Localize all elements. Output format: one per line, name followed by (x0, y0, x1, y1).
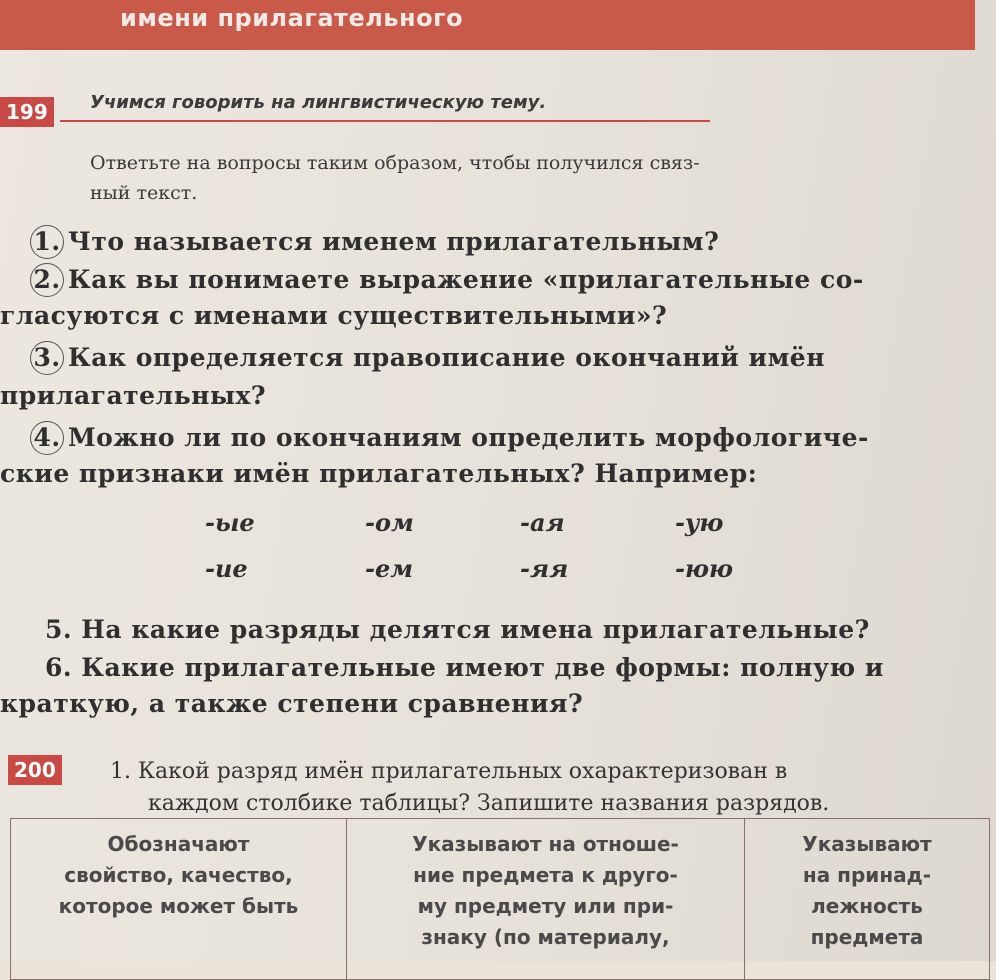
question-5: 5. На какие разряды делятся имена прилагательные? (45, 615, 870, 644)
cell-line: Указывают на отноше- (412, 832, 679, 856)
ending: -ая (520, 508, 565, 537)
question-4 (30, 420, 869, 456)
circled-number: 4. (30, 421, 64, 455)
exercise-title: Учимся говорить на лингвистическую тему. (90, 92, 547, 113)
table-cell-relative (346, 819, 744, 979)
table-cell-possessive (744, 819, 989, 979)
circled-number: 3. (30, 341, 64, 375)
task-line: каждом столбике таблицы? Запишите названия разрядов. (148, 791, 830, 816)
task-line: 1. Какой разряд имён прилагательных охарактеризован в (110, 759, 788, 784)
question-6-cont: краткую, а также степени сравнения? (0, 689, 584, 718)
question-text: Что называется именем прилагательным? (68, 227, 720, 256)
table-cell-quality (11, 819, 346, 979)
question-6: 6. Какие прилагательные имеют две формы: полную и (45, 653, 884, 682)
question-3-cont: прилагательных? (0, 381, 267, 410)
question-1 (30, 224, 719, 260)
ending: -яя (520, 554, 569, 583)
exercise-instruction (90, 148, 980, 208)
cell-line: лежность (811, 894, 923, 918)
ending: -ые (205, 508, 255, 537)
cell-line: ние предмета к друго- (413, 863, 678, 887)
cell-line: которое может быть (58, 894, 299, 918)
question-text: Как вы понимаете выражение «прилагательные со- (68, 265, 864, 294)
question-4-cont: ские признаки имён прилагательных? Например: (0, 459, 758, 488)
instruction-line: ный текст. (90, 182, 198, 204)
chapter-header-title: имени прилагательного (120, 4, 464, 32)
circled-number: 1. (30, 225, 64, 259)
question-2-cont: гласуются с именами существительными»? (0, 301, 668, 330)
cell-line: свойство, качество, (64, 863, 293, 887)
cell-line: Обозначают (107, 832, 250, 856)
cell-line: Указывают (802, 832, 932, 856)
ending: -ую (675, 508, 724, 537)
ending: -ом (365, 508, 414, 537)
cell-line: на принад- (802, 863, 932, 887)
cell-line: предмета (810, 925, 924, 949)
adjective-categories-table (10, 818, 990, 980)
question-text: Как определяется правописание окончаний имён (68, 343, 825, 372)
chapter-header-band (0, 0, 975, 50)
ending: -ие (205, 554, 248, 583)
exercise-200-task (110, 756, 990, 820)
exercise-number-badge: 199 (0, 97, 54, 127)
cell-line: знаку (по материалу, (421, 925, 670, 949)
exercise-number-badge: 200 (8, 755, 62, 785)
question-2 (30, 262, 864, 298)
question-text: Можно ли по окончаниям определить морфологиче- (68, 423, 869, 452)
ending: -юю (675, 554, 734, 583)
title-underline (60, 120, 710, 122)
cell-line: му предмету или при- (417, 894, 674, 918)
question-3 (30, 340, 825, 376)
ending: -ем (365, 554, 414, 583)
circled-number: 2. (30, 263, 64, 297)
instruction-line: Ответьте на вопросы таким образом, чтобы получился связ- (90, 152, 700, 174)
